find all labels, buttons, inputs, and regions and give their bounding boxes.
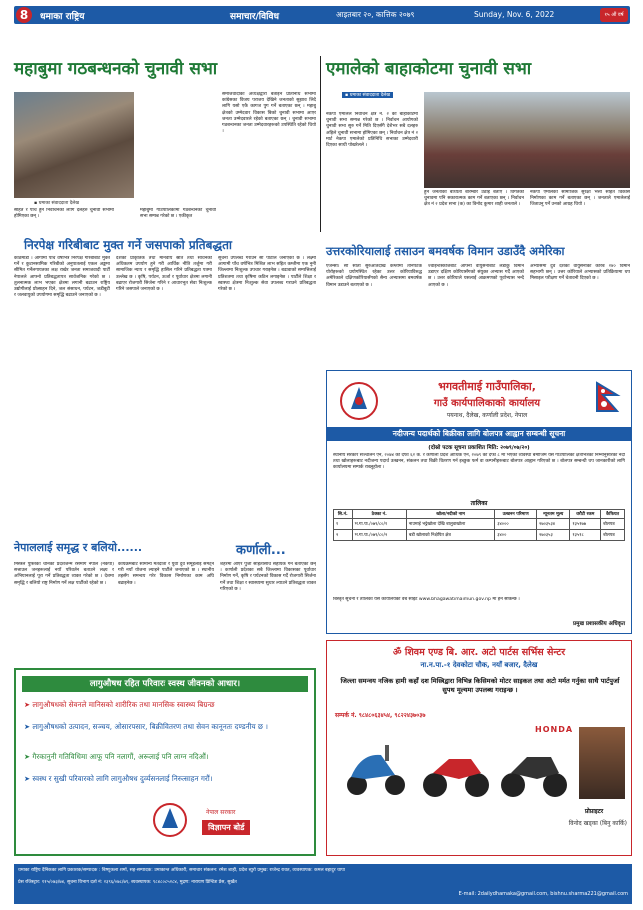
story3-col1: काठमाडौं । आगामी पाँच वर्षभित्र निरपेक्ष गरिबीबाट मुक्त गर्ने र कुटानसामिक गरिबीको अनुपातलाई एकल अङ्कमा सीमित गर्नेलगायतका लक्ष राखेर जनता समाजवादी पार्टी नेपालले आफ्नो प्रतिबद्धतापत्र सार्वजनिक गरेको छ । तुलनात्मक लाभ भएका क्षेत्रमा लगानी बढाउन राष्ट्रिय उद्योगीलाई प्रोत्साहन दिने, जल संसाधन, पर्यटन, जडीबुटी र जलवायुको उपयोगमा समृद्धि बढाउने जनाएको छ । — [14, 256, 110, 299]
story2-col2: हुन जनताको बाध्यता बारम्बार उठाइ बताए । विगतको चुनावमा पनि सकारात्मक काम गर्ने बताएका छन् । निर्वाचन क्षेत्र नं २ प्रदेश सभा (क) का विनोद कुमार शाही जनताले । — [424, 190, 524, 208]
table-header: ठेक्का नं. — [352, 510, 406, 519]
notice-footer: बिस्तृत सूचना र तालिका यस कार्यालयको वेब साईट www.bhagawatimaimun.gov.np मा हेर्न सकिन्छ । — [333, 597, 520, 602]
notice-signature: प्रमुख प्रशासकीय अधिकृत — [573, 621, 625, 627]
table-header: कैफियत — [601, 510, 625, 519]
ad-drug-point: ➤ गैरकानुनी गतिविधिमा आफू पनि नलागौं, अरूलाई पनि लाग्न नदिऔं। — [24, 752, 209, 761]
column-divider — [320, 56, 321, 232]
table-cell: बडी खोलाको निक्षेपित क्षेत्र — [406, 530, 494, 541]
headline-jaspa: निरपेक्ष गरिबीबाट मुक्त गर्ने जसपाको प्रतिबद्धता — [24, 238, 233, 252]
table-header: न्यूनतम मूल्य — [537, 510, 570, 519]
ad-drug-free — [14, 668, 316, 856]
municipal-notice — [326, 370, 632, 634]
headline-mahabu: महाबुमा गठबन्धनको चुनावी सभा — [14, 59, 218, 79]
ad-drug-point: ➤ लागुऔषधको सेवनले मानिसको शारीरिक तथा मानसिक स्वास्थ्य बिग्रन्छ — [24, 700, 215, 709]
table-header: सि.नं. — [334, 510, 353, 519]
page-number: 8 — [16, 7, 32, 23]
ad-parts-address: ना.न.पा.-१ देवकोटा चौक, नयाँ बजार, दैलेख — [420, 661, 538, 669]
ad-drug-point: ➤ स्वस्थ र सुखी परिवारको लागि लागुऔषध दुर्व्यसनलाई निरुत्साहन गरौं। — [24, 774, 213, 783]
ad-parts-title: ॐ शिवम एण्ड बि. आर. अटो पार्टस सर्भिस सेन्टर — [392, 647, 566, 658]
story2-col1: नेकपा एमालेले निर्वाचन क्षेत्र नं. २ को बाहाकोटमा चुनावी सभा सम्पन्न गरेको छ । निर्वाचन आयोगको चुनावी सभा सुरु गर्ने मिति दिएसँगै देशैभर सबै दलहरु अहिले चुनावी सभामा होमिएका छन् । निर्वाचन क्षेत्र नं २ मार्ट नेकपा एमालेको प्रतिनिधि सभाका उम्मेदवारी दिएका साथी पोखरेलले । — [326, 112, 418, 149]
headline-nepal: नेपाललाई समृद्ध र बलियो...... — [14, 541, 143, 554]
table-cell: नाउमाई भट्टेखोला देखि बालुवाखोला — [406, 519, 494, 530]
photo-caption: ▪ धमाका संवाददाता दैलेख — [34, 201, 80, 206]
story1-col2: महाबुमा गाउँपालिकामा गठबन्धनको चुनावी सभा सम्पन्न गरेको छ । एकीकृत — [140, 208, 216, 220]
table-cell: १ — [334, 519, 353, 530]
story5-col1: मिस्त्रले पुस्तिका चीनको प्रदेशजन्म रेसमाग नेपाल (नेकपा) सत्ताउल जनहरूलाई नयाँ परिवर्तन बताउने लक्ष्य र अभियानलाई पूरा गर्ने प्रतिबद्धता व्यक्त गरेको छ । देशमा समृद्धि र बलियो राष्ट्र निर्माण गर्ने लक्ष पार्टीको रहेको छ । — [14, 562, 114, 586]
caption-text: धमाका संवाददाता दैलेख — [38, 201, 80, 206]
motorcycle-black-icon — [497, 733, 571, 801]
table-header: उत्खनन परिमाण — [495, 510, 537, 519]
story5-col2: कार्यक्रमबाट सामान्य मतदाता र युवा दुवै समूहलाई समेट्ने गरी नयाँ योजना ल्याइने पार्टीले जनाएको छ । स्थानीय तहसँग समन्वय गरेर विकास निर्माणका काम अघि बढाइनेछ । — [118, 562, 214, 586]
photo-mahabu-rally — [14, 92, 134, 198]
notice-table — [333, 509, 625, 541]
story4-col2: ज्वाइन्टस्कीजबाट आफ्नो वायुसेनाबाट लडाकु विमान उडाएर दक्षिण कोरियासँगको संयुक्त अभ्यास गर्दै आएको छ । उत्तर कोरियाले यसलाई आक्रमणको पूर्वाभ्यास भन्दै आएको छ । — [428, 264, 524, 288]
karnali-col1: शहरमा आएर पुँजी सहितासाथ सहायक गर्ने बताएका छन् । कर्णाली प्रदेशका सबै जिल्लामा विकासका पूर्वाधार निर्माण गर्ने, कृषि र पर्यटनको विकास गर्दै रोजगारी सिर्जना गर्ने तथा शिक्षा र स्वास्थ्यमा सुधार ल्याउने प्रतिबद्धता व्यक्त गरिएको छ । — [220, 562, 316, 592]
notice-org: भगवतीमाई गाउँपालिका, — [438, 380, 536, 393]
section-label: समाचार/विविध — [230, 12, 280, 22]
honda-logo: HONDA — [535, 725, 574, 734]
headline-bahakot: एमालेको बाहाकोटमा चुनावी सभा — [326, 59, 532, 79]
scooter-icon — [341, 731, 411, 801]
notice-table-title: तालिका — [470, 500, 488, 507]
headline-karnali: कर्णाली... — [236, 543, 286, 558]
date-english: Sunday, Nov. 6, 2022 — [474, 10, 555, 19]
footer-line1: धमाका राष्ट्रिय दैनिकका लागि प्रकाशक/सम्पादक : बिष्णुकला शर्मा, सह-सम्पादक: उमाकान्त अधिकारी, समाचार संकलन: रमेश शाही, प्रदेश ब्युरो प्रमुख: राजेन्द्र रावत, व्यवस्थापक: कमल बहादुर थापा — [18, 868, 345, 873]
ad-drug-title: लागुऔषध रहित परिवारः स्वस्थ जीवनको आधार। — [22, 676, 308, 692]
table-cell: बोलपत्र — [601, 519, 625, 530]
story4-col3: अभ्यासमा दुवै देशका वायुसेनाका करिब २४० विमान सहभागी छन् । उत्तर कोरियाले अभ्यासको प्रतिक्रियामा थप मिसाइल परीक्षण गर्ने चेतावनी दिएको छ । — [530, 264, 630, 282]
ad-sponsor-top: नेपाल सरकार — [206, 809, 236, 816]
ad-parts-contact: सम्पर्क नं. ९८४८०६३४५४, ९८२२४३७०३७ — [335, 712, 426, 719]
paper-name: धमाका राष्ट्रिय — [40, 12, 85, 22]
notice-sub2: (दोस्रो पटक सूचना प्रकाशित मिति: २०७९/०७/२०) — [428, 445, 530, 451]
table-cell: भ.गा.पा./०७९/८०/२ — [352, 530, 406, 541]
ad-parts-desc: जिल्ला समन्वय नजिक हामी कहाँ दश मिस्त्रिद्वारा विभिन्न किसिमको मोटर साइकल तथा अटो मर्मत गर्नुका साथै पार्टपुर्जा सुपथ मूल्यमा उपलब्ध गराइन्छ । — [340, 677, 620, 694]
date-nepali: आइतबार २०, कात्तिक २०७९ — [336, 10, 415, 19]
caption-text-2: धमाका संवाददाता दैलेख — [349, 93, 391, 98]
table-cell: २ — [334, 530, 353, 541]
notice-address: पयनाथ, दैलेख, कर्णाली प्रदेश, नेपाल — [446, 412, 528, 419]
ad-drug-point-text: गैरकानुनी गतिविधिमा आफू पनि नलागौं, अरूलाई पनि लाग्न नदिऔं। — [32, 752, 209, 761]
mechanic-photo — [579, 727, 625, 799]
notice-subject: नदीजन्य पदार्थको बिक्रीका लागि बोलपत्र आह्वान सम्बन्धी सूचना — [327, 427, 631, 441]
ad-drug-point-text: लागुऔषधको सेवनले मानिसको शारीरिक तथा मानसिक स्वास्थ्य बिग्रन्छ — [32, 700, 215, 709]
footer-line3: E-mail: 2dailydhamaka@gmail.com, bishnu.sharma221@gmail.com — [458, 891, 628, 897]
table-cell: २७०३५३४ — [537, 519, 570, 530]
story1-col1: सहित र पाँच हुने निर्वाचनका लागि दलहरु चुनावी सभामा होमिएका छन् । — [14, 208, 114, 220]
nepal-flag-icon — [595, 381, 621, 415]
masthead — [14, 6, 630, 24]
table-cell: १३५१७७ — [570, 519, 601, 530]
story4-col1: एजेन्सी। सो साता सुरुआतदेखि कम्तीमा तीनपटक योरोहरूको प्रयोगस्थित रहेका उत्तर कोरियाविरुद्ध अमेरिकाले दक्षिणकोरियासँगको सैन्य अभ्यासमा बमवर्षक विमान उडाउने बताएको छ । — [326, 264, 422, 288]
headline-korea: उत्तरकोरियालाई तसाउन बमवर्षक विमान उडाउँदै अमेरिका — [326, 244, 565, 258]
motorcycle-red-icon — [419, 733, 493, 801]
table-header: धरौटी रकम — [570, 510, 601, 519]
table-cell: १३५१८ — [570, 530, 601, 541]
notice-body: स्थानीय सरकार सञ्चालन ऐन, २०७४ को दफा ६२ क. र कर्णाली प्रदेश आर्थिक ऐन, २०७९ को दफा ८ मा भएको व्यवस्था बमोजिम यस गाउँपालिका क्षेत्रभित्रका निम्नानुसारका नदी तथा खोलाहरूबाट नदीजन्य पदार्थ उत्खनन, संकलन तथा बिक्री वितरण गर्न इच्छुक फर्म वा कम्पनीहरूबाट बोलपत्र आह्वान गरिएको छ । बोलपत्र सम्बन्धी थप जानकारीको लागि कार्यालयमा सम्पर्क राख्नुहोला । — [333, 453, 625, 471]
ad-sponsor: विज्ञापन बोर्ड — [202, 820, 250, 835]
table-row — [334, 519, 625, 530]
story3-col2: देशको प्राकृतिक तथा मानवीय स्रोत तथा साधनको अधिकतम उपयोग हुने गरी आर्थिक नीति तर्जुमा गरी सामाजिक न्याय र समृद्धि हासिल गरिने प्रतिबद्धता पत्रमा उल्लेख छ । कृषि, पर्यटन, ऊर्जा र पूर्वाधार क्षेत्रमा लगानी बढाएर रोजगारी सिर्जना गरिने र आधारभूत सेवा निःशुल्क गरिने जसपाले जनाएको छ । — [116, 256, 212, 293]
table-cell: ३४०० — [495, 530, 537, 541]
table-header: खोला/नदीको नाम — [406, 510, 494, 519]
story1-col3: समाजवादीका अध्यक्षद्वारा बताइने प्रतिनिधि सभामा कांग्रेसका विजय पराजय देखिने जनताको सुझाव लिदै लागि यसो एकै कागज पुग गर्ने बताएका छन् । महाबु क्षेत्रको उम्मेदवार विकास बिको चुनावी सभामा आएर जनता उम्मेदवारले रहेको बताएका छन् । चुनावी सभामा गठबन्धनका जनता उम्मेदवारहरूको उपस्थिति रहेको थियो । — [222, 92, 316, 135]
table-cell: बोलपत्र — [601, 530, 625, 541]
notice-office: गाउँ कार्यपालिकाको कार्यालय — [433, 398, 541, 409]
table-cell: भ.गा.पा./०७९/८०/१ — [352, 519, 406, 530]
ad-auto-parts — [326, 640, 632, 856]
volume-badge: १५ औं वर्ष — [600, 8, 628, 22]
ad-drug-point-text: स्वस्थ र सुखी परिवारको लागि लागुऔषध दुर्व्यसनलाई निरुत्साहन गरौं। — [32, 774, 213, 783]
ad-owner: विनोद खड्का (बिनु कार्कि) — [568, 820, 627, 827]
ad-drug-point: ➤ लागुऔषधको उत्पादन, सञ्चय, ओसारपसार, बिक्रीवितरण तथा सेवन कानूनतः दण्डनीय छ । — [24, 722, 268, 731]
story2-col3: नेकपा एमालेको सामाजिक सुरक्षा भत्ता सहित विकास निर्माणका काम गर्ने बताएका छन् । जनताले एमालेलाई जिताउनु पर्ने उनको आग्रह थियो । — [530, 190, 630, 208]
footer-line2: प्रेस रजिस्ट्रार: ११५/०७३/७४, सूचना विभाग दर्ता नं: २३९६/०७८/७९, ब्यवस्थापक: ९८४८०८५२८४, मुद्रण: नारायण प्रिन्टिङ प्रेस, सुर्खेत — [18, 880, 237, 885]
story3-col3: सूचना उपलब्ध गराउने सो पार्टीले जनाएको छ । लक्ष्मी आगामी पाँच वर्षभित्र मिश्रित लाभ सहित कम्तीमा एक नुनी जिल्लामा निःशुल्क उपचार गराइनेछ । बढावाको सम्पत्तिलाई प्रतिशतमा तथा कृषिमा कठिन लगाइनेछ । पार्टीले शिक्षा र स्वास्थ्य क्षेत्रमा निःशुल्क सेवा उपलब्ध गराउने प्रतिबद्धता गरेको छ । — [218, 256, 316, 293]
ad-drug-point-text: लागुऔषधको उत्पादन, सञ्चय, ओसारपसार, बिक्रीवितरण तथा सेवन कानूनतः दण्डनीय छ । — [32, 722, 268, 731]
photo-bahakot-rally — [424, 92, 630, 188]
table-cell: ३४००० — [495, 519, 537, 530]
government-emblem-icon — [152, 802, 188, 838]
nepal-emblem-icon — [337, 381, 381, 421]
page-footer — [14, 864, 632, 904]
table-row — [334, 530, 625, 541]
ad-owner-label: प्रोप्राइटर — [584, 808, 604, 815]
table-cell: २७०३५३ — [537, 530, 570, 541]
photo-caption-2: ▪ धमाका संवाददाता दैलेख — [342, 92, 393, 98]
table-header-row — [334, 510, 625, 519]
